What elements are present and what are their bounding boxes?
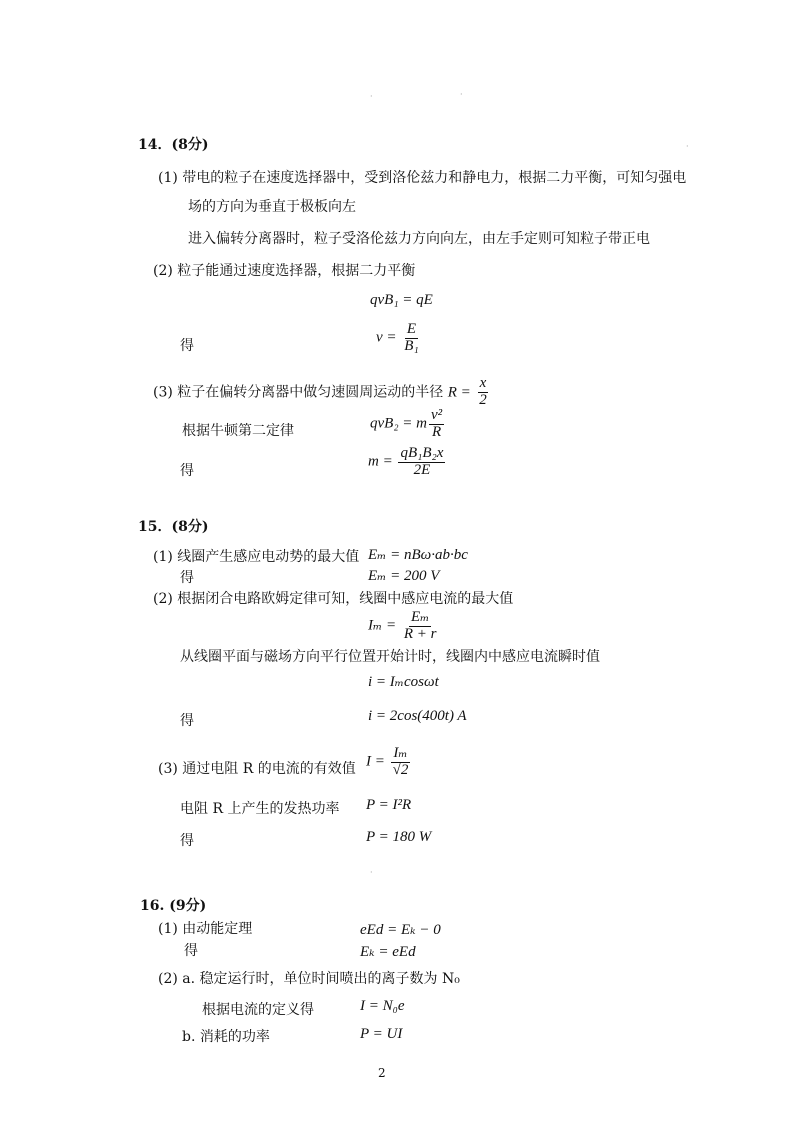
q15-effective-num: Iₘ bbox=[393, 745, 408, 761]
q14-mass-den: 2E bbox=[413, 461, 431, 478]
q15-de-label-3: 得 bbox=[180, 833, 194, 849]
q16-eq-energy: eEd = Eₖ − 0 bbox=[360, 922, 441, 938]
q14-eq-velocity bbox=[376, 322, 423, 355]
question-16-header: 16. (9分) bbox=[140, 898, 207, 914]
q14-de-label-2: 得 bbox=[180, 463, 194, 479]
q14-de-label: 得 bbox=[180, 338, 194, 354]
q14-newton-law: 根据牛顿第二定律 bbox=[182, 423, 294, 439]
q15-part2-text: (2) 根据闭合电路欧姆定律可知，线圈中感应电流的最大值 bbox=[153, 591, 514, 607]
q14-eq-centripetal bbox=[370, 408, 446, 441]
question-14-header: 14．(8分) bbox=[138, 137, 209, 153]
q14-part2-text: (2) 粒子能通过速度选择器，根据二力平衡 bbox=[153, 263, 416, 279]
q14-part3-text: (3) 粒子在偏转分离器中做匀速圆周运动的半径 bbox=[153, 384, 444, 401]
q15-eq-emf-result: Eₘ = 200 V bbox=[368, 568, 440, 584]
q15-current-label: Iₘ = bbox=[368, 617, 397, 634]
q14-radius-num: x bbox=[479, 375, 487, 391]
q14-radius-den: 2 bbox=[479, 391, 487, 408]
q14-v-den: B₁ bbox=[404, 337, 419, 354]
q15-eq-power-result: P = 180 W bbox=[366, 829, 432, 845]
q15-eq-power: P = I²R bbox=[366, 797, 412, 813]
page-number: 2 bbox=[378, 1066, 386, 1080]
q14-part3-line bbox=[153, 376, 491, 409]
q15-current-den: R + r bbox=[403, 625, 437, 642]
q14-mass-label: m = bbox=[368, 453, 393, 470]
q15-eq-instant-result: i = 2cos(400t) A bbox=[368, 708, 467, 724]
q14-part1-line2: 场的方向为垂直于极板向左 bbox=[188, 199, 356, 215]
q16-eq-power: P = UI bbox=[360, 1026, 403, 1042]
scan-speck: · bbox=[686, 142, 689, 151]
q14-centripetal-left: qvB₂ = m bbox=[370, 415, 427, 432]
q16-part2a-line2: 根据电流的定义得 bbox=[202, 1002, 314, 1018]
question-15-header: 15．(8分) bbox=[138, 519, 209, 535]
q14-part1-line1: (1) 带电的粒子在速度选择器中，受到洛伦兹力和静电力，根据二力平衡，可知匀强电 bbox=[158, 170, 687, 186]
q16-eq-current: I = N₀e bbox=[360, 998, 405, 1014]
q15-current-num: Eₘ bbox=[410, 609, 430, 625]
q15-effective-den: √2 bbox=[392, 761, 409, 778]
scan-speck: · bbox=[370, 92, 373, 101]
q15-part2-line2: 从线圈平面与磁场方向平行位置开始计时，线圈内中感应电流瞬时值 bbox=[180, 649, 600, 665]
q14-part1-line3: 进入偏转分离器时，粒子受洛伦兹力方向向左，由左手定则可知粒子带正电 bbox=[188, 231, 650, 247]
q14-v-num: E bbox=[406, 321, 417, 337]
q15-de-label: 得 bbox=[180, 570, 194, 586]
q15-part3-line2: 电阻 R 上产生的发热功率 bbox=[180, 801, 340, 817]
q14-radius-label: R = bbox=[447, 384, 471, 401]
scan-speck: · bbox=[370, 868, 373, 877]
q14-eq-mass bbox=[368, 446, 447, 479]
scan-speck: · bbox=[460, 90, 463, 99]
q15-eq-instant: i = Iₘcosωt bbox=[368, 674, 439, 690]
q14-v-label: v = bbox=[376, 329, 397, 346]
q16-part2a-text: (2) a. 稳定运行时，单位时间喷出的离子数为 N₀ bbox=[158, 971, 460, 987]
q14-mass-num: qB₁B₂x bbox=[400, 445, 444, 461]
q15-part3-text: (3) 通过电阻 R 的电流的有效值 bbox=[158, 761, 356, 777]
q16-de-label: 得 bbox=[184, 943, 198, 959]
q15-eq-emf-max: Eₘ = nBω·ab·bc bbox=[368, 547, 468, 563]
q15-de-label-2: 得 bbox=[180, 713, 194, 729]
q15-part1-text: (1) 线圈产生感应电动势的最大值 bbox=[153, 549, 360, 565]
q16-eq-energy-result: Eₖ = eEd bbox=[360, 944, 416, 960]
q14-centripetal-den: R bbox=[431, 423, 442, 440]
q16-part2b-text: b. 消耗的功率 bbox=[182, 1029, 270, 1045]
q15-eq-current-max bbox=[368, 610, 440, 643]
q15-eq-effective bbox=[366, 746, 412, 779]
q15-effective-label: I = bbox=[366, 753, 385, 770]
q14-centripetal-num: v² bbox=[431, 407, 443, 423]
q14-eq-force-balance: qvB₁ = qE bbox=[370, 292, 433, 308]
q16-part1-text: (1) 由动能定理 bbox=[158, 921, 253, 937]
